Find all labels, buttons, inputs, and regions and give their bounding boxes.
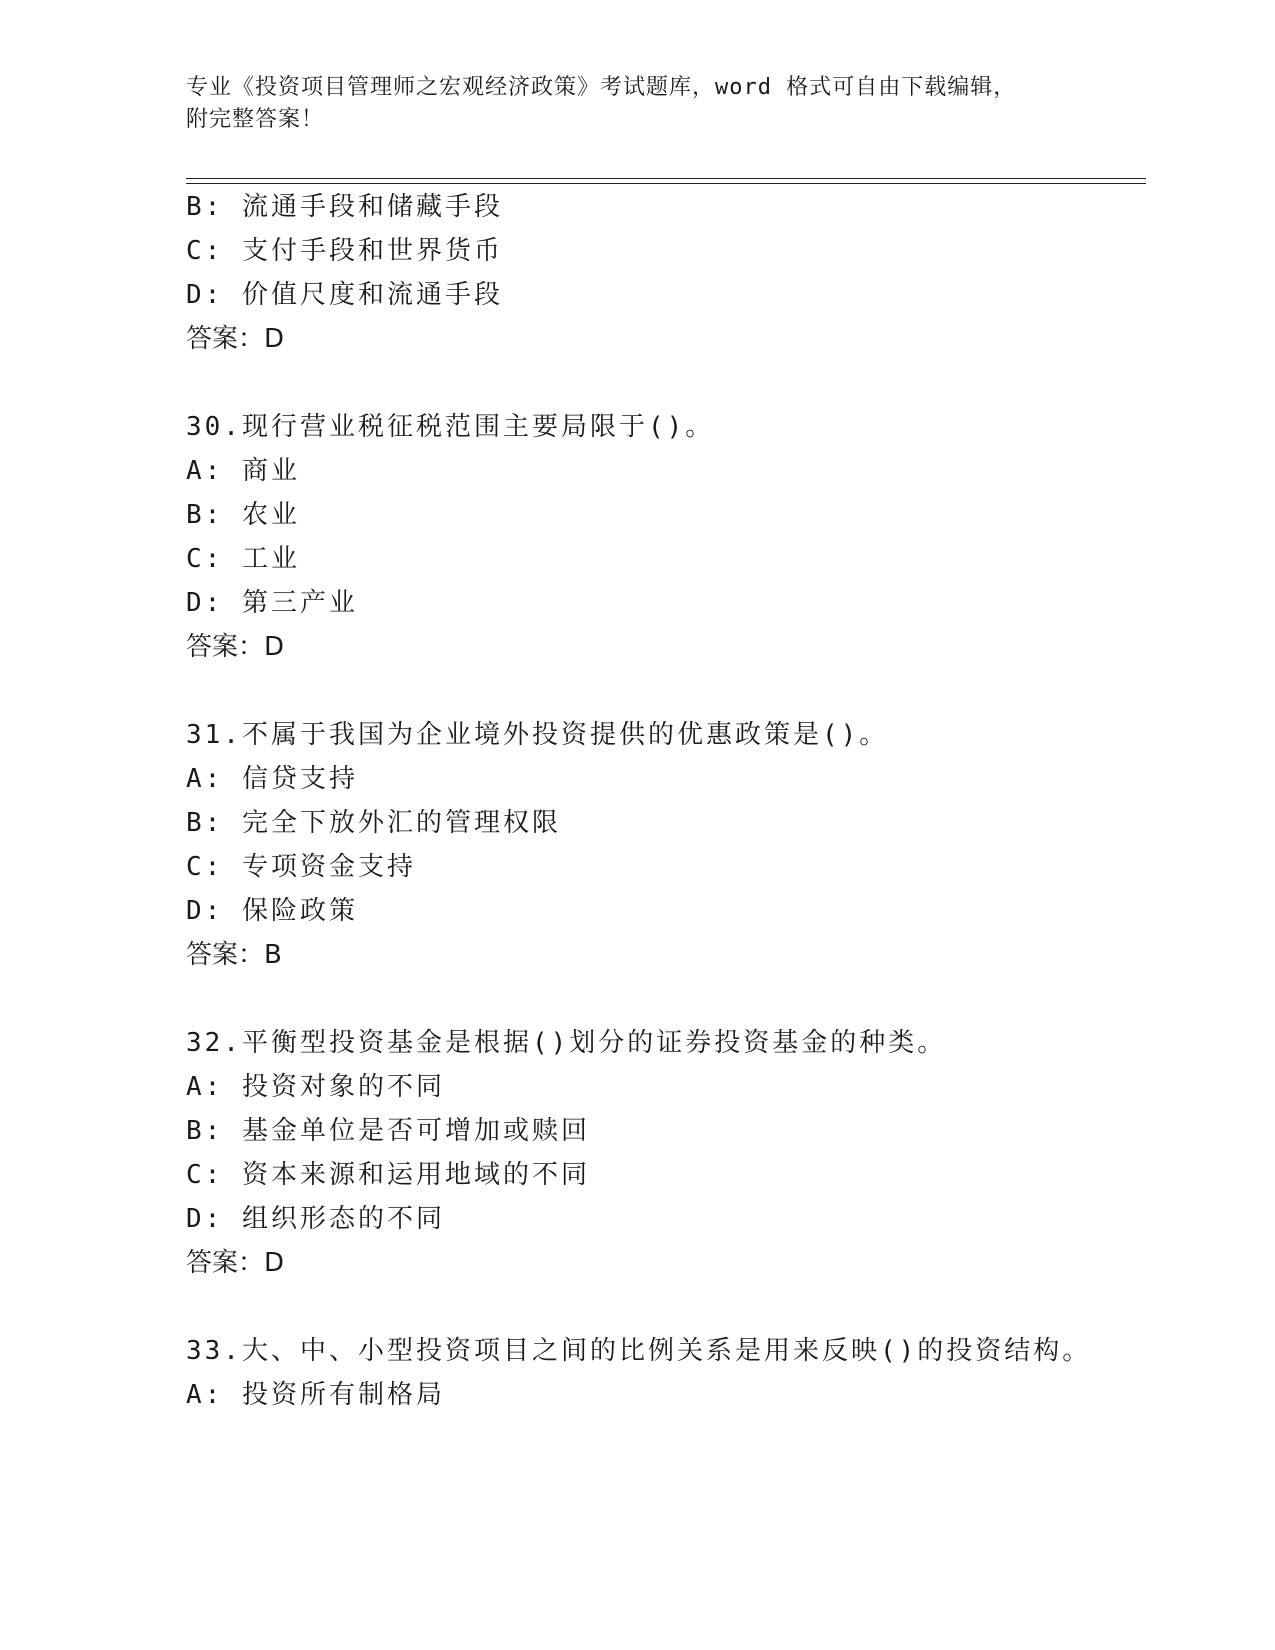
q31-option-a: A: 信贷支持 (186, 764, 358, 794)
q32-option-b: B: 基金单位是否可增加或赎回 (186, 1116, 590, 1146)
q32-option-d: D: 组织形态的不同 (186, 1204, 445, 1234)
header-divider-top (186, 178, 1146, 179)
q30-option-a: A: 商业 (186, 456, 300, 486)
q30-option-c: C: 工业 (186, 544, 300, 574)
q31-answer: 答案：B (186, 940, 282, 970)
q31-question: 31.不属于我国为企业境外投资提供的优惠政策是()。 (186, 720, 889, 750)
q30-answer: 答案：D (186, 632, 285, 662)
header-divider-bottom (186, 183, 1146, 184)
q32-option-a: A: 投资对象的不同 (186, 1072, 445, 1102)
q31-option-d: D: 保险政策 (186, 896, 358, 926)
q30-option-d: D: 第三产业 (186, 588, 358, 618)
q29-option-d: D: 价值尺度和流通手段 (186, 280, 503, 310)
document-header (186, 72, 1106, 136)
q32-question: 32.平衡型投资基金是根据()划分的证券投资基金的种类。 (186, 1028, 947, 1058)
q29-answer: 答案：D (186, 324, 285, 354)
q30-option-b: B: 农业 (186, 500, 300, 530)
q32-option-c: C: 资本来源和运用地域的不同 (186, 1160, 590, 1190)
q33-question: 33.大、中、小型投资项目之间的比例关系是用来反映()的投资结构。 (186, 1336, 1092, 1366)
header-line-2: 附完整答案！ (186, 107, 325, 132)
q29-option-b: B: 流通手段和储藏手段 (186, 192, 503, 222)
q32-answer: 答案：D (186, 1248, 285, 1278)
header-line-1: 专业《投资项目管理师之宏观经济政策》考试题库，word 格式可自由下载编辑， (186, 75, 1017, 100)
q31-option-c: C: 专项资金支持 (186, 852, 416, 882)
q31-option-b: B: 完全下放外汇的管理权限 (186, 808, 561, 838)
q30-question: 30.现行营业税征税范围主要局限于()。 (186, 412, 715, 442)
q33-option-a: A: 投资所有制格局 (186, 1380, 445, 1410)
q29-option-c: C: 支付手段和世界货币 (186, 236, 503, 266)
